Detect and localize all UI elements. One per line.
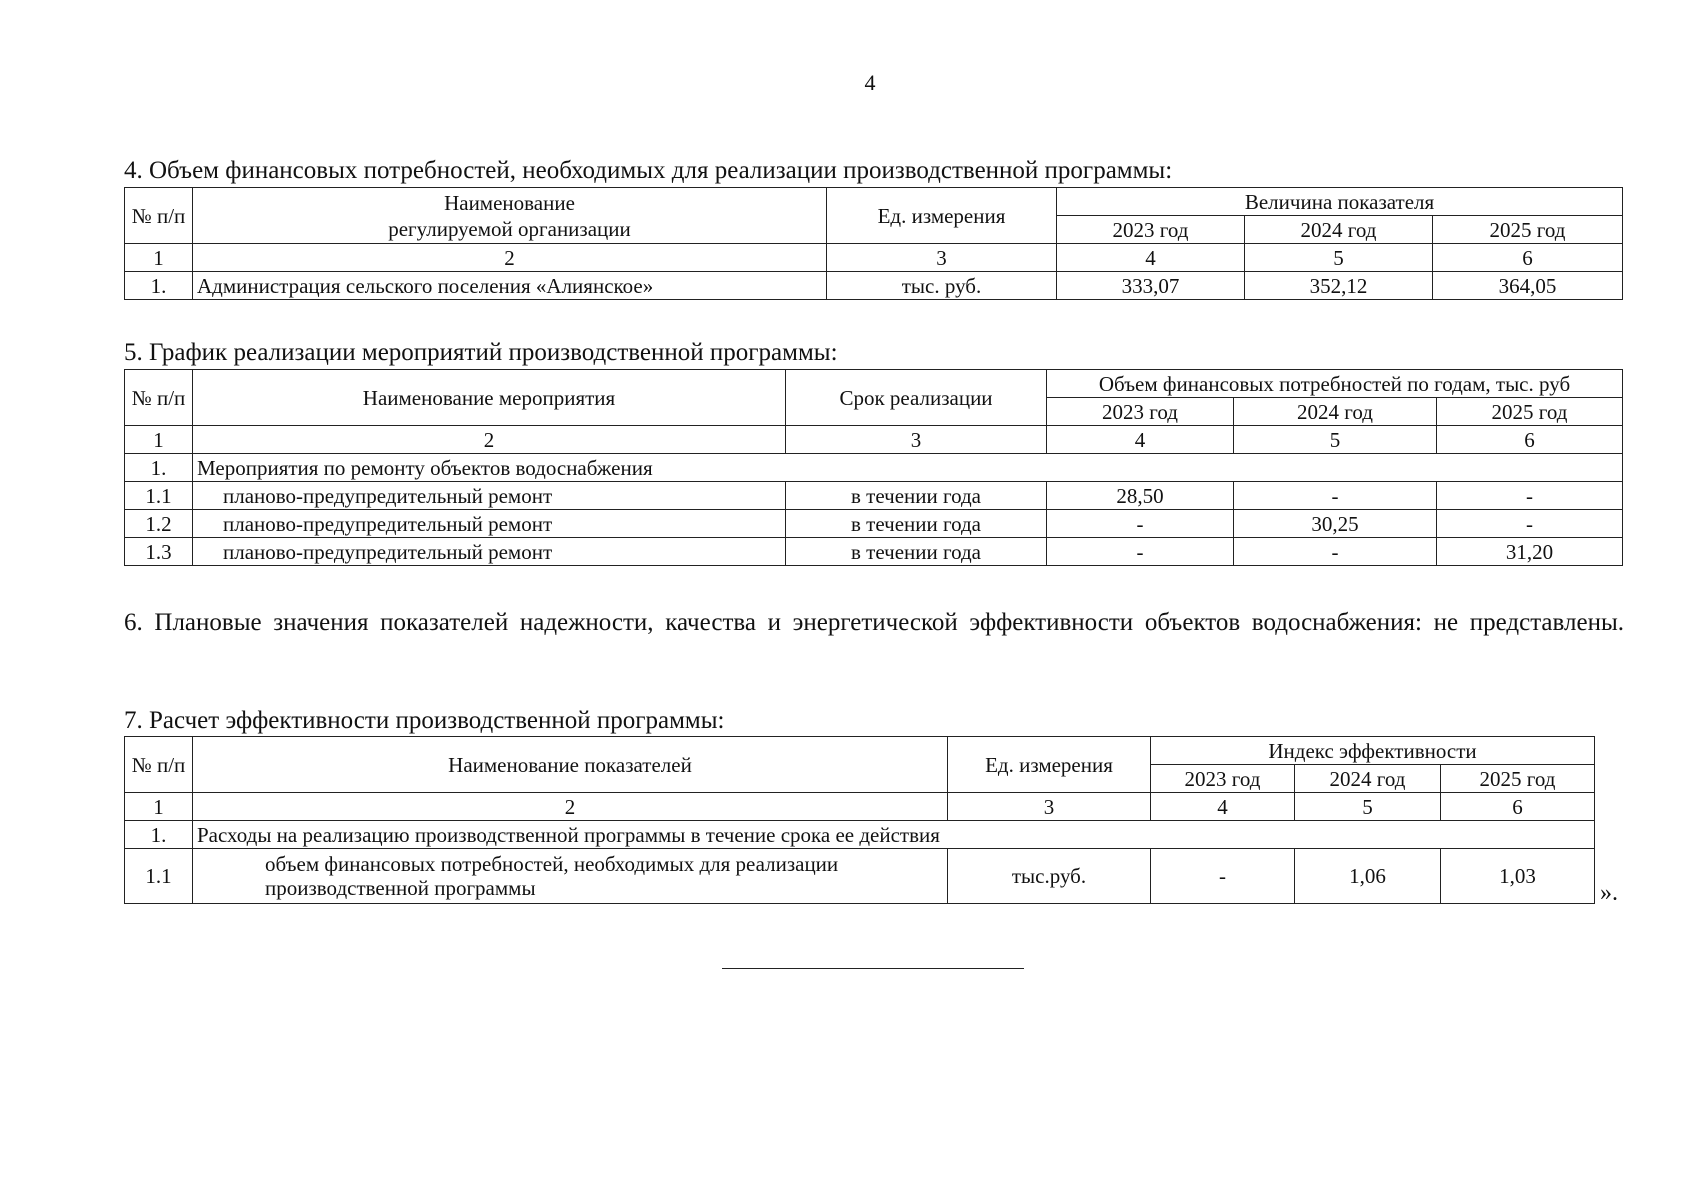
col-number: 2 [193, 426, 786, 454]
header-year: 2025 год [1441, 765, 1595, 793]
header-num: № п/п [125, 370, 193, 426]
header-indicator-name: Наименование показателей [193, 737, 948, 793]
col-number: 2 [193, 793, 948, 821]
header-event-name: Наименование мероприятия [193, 370, 786, 426]
section-6-paragraph: 6. Плановые значения показателей надежности, качества и энергетической эффективности объектов водоснабжения: не представлены. [124, 609, 1624, 636]
table-row [125, 538, 1623, 566]
header-term: Срок реализации [786, 370, 1047, 426]
header-year: 2025 год [1437, 398, 1623, 426]
row-term: в течении года [786, 510, 1047, 538]
row-num: 1.1 [125, 482, 193, 510]
header-num: № п/п [125, 737, 193, 793]
row-num: 1.1 [125, 849, 193, 904]
row-org-name: Администрация сельского поселения «Алиянское» [193, 272, 827, 300]
col-number: 3 [827, 244, 1057, 272]
row-value: 1,06 [1295, 849, 1441, 904]
col-number: 3 [786, 426, 1047, 454]
row-event-name: планово-предупредительный ремонт [193, 482, 786, 510]
col-number: 6 [1433, 244, 1623, 272]
closing-quote-mark: ». [1600, 880, 1618, 906]
schedule-table [124, 369, 1623, 566]
row-num: 1. [125, 272, 193, 300]
efficiency-table [124, 736, 1595, 904]
header-year: 2025 год [1433, 216, 1623, 244]
col-number: 3 [948, 793, 1151, 821]
col-number: 1 [125, 426, 193, 454]
table-row [125, 510, 1623, 538]
col-number: 1 [125, 793, 193, 821]
row-value: 31,20 [1437, 538, 1623, 566]
col-number: 6 [1441, 793, 1595, 821]
column-numbers-row [125, 426, 1623, 454]
col-number: 1 [125, 244, 193, 272]
row-value: - [1151, 849, 1295, 904]
row-value: - [1437, 482, 1623, 510]
row-event-name: планово-предупредительный ремонт [193, 510, 786, 538]
group-num: 1. [125, 821, 193, 849]
header-value: Индекс эффективности [1151, 737, 1595, 765]
header-year: 2024 год [1295, 765, 1441, 793]
row-term: в течении года [786, 482, 1047, 510]
column-numbers-row [125, 793, 1595, 821]
row-indicator-name: объем финансовых потребностей, необходимых для реализации производственной программы [193, 849, 948, 904]
row-event-name: планово-предупредительный ремонт [193, 538, 786, 566]
col-number: 2 [193, 244, 827, 272]
group-num: 1. [125, 454, 193, 482]
header-year: 2024 год [1245, 216, 1433, 244]
header-org-name: Наименование регулируемой организации [193, 188, 827, 244]
table-row [125, 272, 1623, 300]
header-year: 2023 год [1151, 765, 1295, 793]
row-value: 333,07 [1057, 272, 1245, 300]
section-5-title: 5. График реализации мероприятий производственной программы: [124, 339, 838, 366]
header-unit: Ед. измерения [827, 188, 1057, 244]
row-value: - [1047, 538, 1234, 566]
row-num: 1.2 [125, 510, 193, 538]
col-number: 6 [1437, 426, 1623, 454]
group-row [125, 821, 1595, 849]
column-numbers-row [125, 244, 1623, 272]
group-name: Мероприятия по ремонту объектов водоснабжения [193, 454, 1623, 482]
col-number: 4 [1151, 793, 1295, 821]
col-number: 5 [1245, 244, 1433, 272]
header-year: 2023 год [1047, 398, 1234, 426]
table-row [125, 849, 1595, 904]
section-7-title: 7. Расчет эффективности производственной программы: [124, 707, 725, 734]
section-4-title: 4. Объем финансовых потребностей, необходимых для реализации производственной программы: [124, 157, 1173, 184]
row-unit: тыс. руб. [827, 272, 1057, 300]
header-year: 2024 год [1234, 398, 1437, 426]
col-number: 5 [1295, 793, 1441, 821]
group-name: Расходы на реализацию производственной программы в течение срока ее действия [193, 821, 1595, 849]
page-number: 4 [864, 70, 876, 95]
row-value: 1,03 [1441, 849, 1595, 904]
header-value: Величина показателя [1057, 188, 1623, 216]
row-value: - [1234, 482, 1437, 510]
financial-needs-table [124, 187, 1623, 300]
group-row [125, 454, 1623, 482]
row-term: в течении года [786, 538, 1047, 566]
table-row [125, 482, 1623, 510]
row-value: - [1234, 538, 1437, 566]
col-number: 5 [1234, 426, 1437, 454]
row-value: - [1047, 510, 1234, 538]
end-rule-divider [722, 968, 1024, 969]
row-value: - [1437, 510, 1623, 538]
row-num: 1.3 [125, 538, 193, 566]
header-unit: Ед. измерения [948, 737, 1151, 793]
header-year: 2023 год [1057, 216, 1245, 244]
row-value: 28,50 [1047, 482, 1234, 510]
row-value: 30,25 [1234, 510, 1437, 538]
header-num: № п/п [125, 188, 193, 244]
row-value: 364,05 [1433, 272, 1623, 300]
header-value: Объем финансовых потребностей по годам, тыс. руб [1047, 370, 1623, 398]
row-value: 352,12 [1245, 272, 1433, 300]
row-unit: тыс.руб. [948, 849, 1151, 904]
col-number: 4 [1047, 426, 1234, 454]
col-number: 4 [1057, 244, 1245, 272]
